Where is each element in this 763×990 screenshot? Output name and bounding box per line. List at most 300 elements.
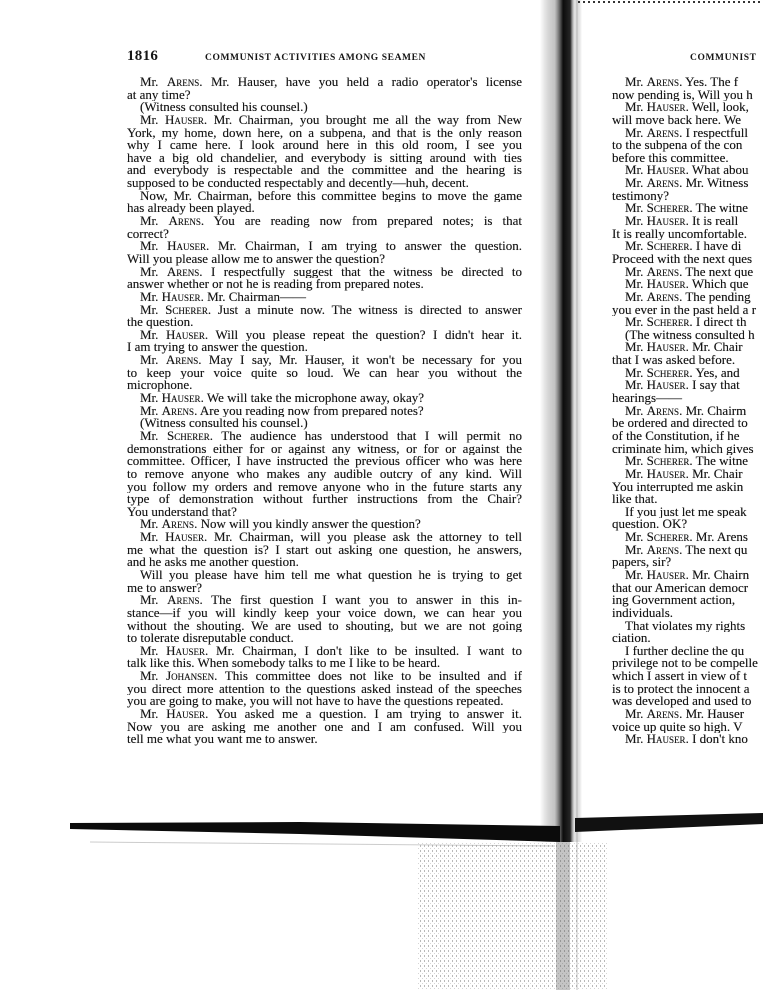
paragraph [612,266,763,279]
line-text: Mr. Chairman, I don't like to be insulted. I want to [216,644,522,658]
line-text: is to protect the innocent a [612,682,750,696]
speaker-name: Arens. [161,518,198,532]
page-bottom-edge-shadow [70,822,560,842]
speaker-title: Mr. [140,531,159,544]
line-text: Mr. Witness [685,177,749,190]
speaker-name: Hauser. [165,531,208,544]
line-text: Mr. Chairm [685,404,747,418]
line-text: The next que [685,265,754,279]
paragraph [612,240,763,265]
speaker-name: Arens. [646,76,683,89]
text-line [612,304,763,317]
speaker-title: Mr. [625,164,644,178]
text-line [612,443,763,456]
line-text: We will take the microphone away, okay? [206,392,425,405]
speaker-name: Hauser. [161,392,204,405]
text-line [127,443,522,456]
speaker-title: Mr. [625,202,644,216]
text-line [127,114,522,127]
text-line [127,417,522,430]
paragraph [127,708,522,746]
speaker-name: Arens. [161,404,198,418]
paragraph [127,405,522,418]
line-text: will move back here. We [612,113,742,127]
text-line [127,101,522,114]
paragraph [127,304,522,329]
speaker-title: Mr. [140,404,159,418]
speaker-name: Hauser. [646,379,689,393]
speaker-title: Mr. [140,594,159,607]
text-line [127,278,522,291]
text-line [127,683,522,696]
line-text: Mr. Chairman, you brought me all the way from New [213,113,522,127]
text-line [612,506,763,519]
text-line [612,468,763,481]
speaker-name: Arens. [167,594,203,607]
text-line [127,164,522,177]
text-line [612,430,763,443]
speaker-title: Mr. [140,708,159,721]
text-line [127,594,522,607]
speaker-title: Mr. [625,531,644,544]
speaker-name: Arens. [646,404,683,418]
text-line [127,670,522,683]
text-line [127,202,522,215]
paragraph [127,670,522,708]
paragraph [127,291,522,304]
line-text: have a big old chandelier, and everybody is sitting around with ties [127,151,522,165]
text-line [127,645,522,658]
line-text: and everybody is respectable and the committee and the hearing is [127,164,522,178]
page-number: 1816 [127,48,159,64]
paragraph [612,202,763,215]
speaker-name: Hauser. [166,644,209,658]
line-text: The next qu [685,543,748,557]
line-text: correct? [127,227,169,241]
text-line [127,607,522,620]
speaker-name: Arens. [646,265,683,279]
paragraph [127,354,522,392]
line-text: testimony? [612,189,670,203]
text-line [127,468,522,481]
speaker-title: Mr. [140,429,159,443]
speaker-title: Mr. [140,290,159,304]
paragraph [612,215,763,240]
line-text: Mr. Chairn [692,568,750,582]
line-text: why I came here. I look around here in this old room, I see you [127,139,522,152]
paragraph [612,76,763,101]
line-text: Mr. Chair [692,341,743,355]
line-text: now pending is, Will you h [612,88,753,102]
text-line [612,164,763,177]
line-text: I am trying to answer the question. [127,341,308,355]
speaker-title: Mr. [625,101,644,114]
line-text: has already been played. [127,202,255,216]
speaker-title: Mr. [625,467,644,481]
paragraph [612,569,763,620]
text-line [127,367,522,380]
speaker-title: Mr. [140,644,159,658]
paragraph [612,620,763,645]
speaker-title: Mr. [625,379,644,393]
line-text: demonstrations either for or against any witness, or for or against the [127,442,522,456]
speaker-title: Mr. [625,278,644,291]
text-line [612,493,763,506]
speaker-name: Hauser. [161,290,204,304]
speaker-name: Arens. [646,708,683,721]
text-line [612,405,763,418]
speaker-title: Mr. [625,76,644,89]
text-line [612,531,763,544]
speaker-title: Mr. [140,113,159,127]
text-line [612,657,763,670]
line-text: The witne [695,202,749,216]
text-line [612,253,763,266]
line-text: I have di [695,240,742,253]
text-line [612,190,763,203]
line-text: Mr. Chairman, will you please ask the attorney to tell [214,531,522,544]
text-line [127,556,522,569]
binding-gutter-shadow [540,0,582,842]
speaker-title: Mr. [625,366,644,380]
text-line [612,392,763,405]
text-line [127,240,522,253]
text-line [612,607,763,620]
line-text: I don't kno [692,733,748,746]
speaker-title: Mr. [140,303,159,317]
paragraph [127,266,522,291]
text-line [127,392,522,405]
text-line [612,139,763,152]
text-line [612,354,763,367]
speaker-title: Mr. [625,240,644,253]
paragraph [612,316,763,329]
speaker-name: Arens. [646,126,683,140]
line-text: You interrupted me askin [612,480,744,494]
speaker-name: Scherer. [165,303,212,317]
bottom-edge-faint-line [90,842,555,846]
paragraph [612,164,763,177]
paragraph [127,114,522,190]
text-line [612,215,763,228]
text-line [612,202,763,215]
text-line [612,329,763,342]
speaker-title: Mr. [140,670,159,683]
line-text: Proceed with the next ques [612,252,753,266]
running-head-right-page: COMMUNIST [690,53,757,63]
text-line [127,721,522,734]
text-line [127,215,522,228]
line-text: microphone. [127,379,193,393]
text-line [612,582,763,595]
speaker-name: Arens. [168,215,205,228]
text-line [127,657,522,670]
line-text: Will you please repeat the question? I didn't hear it. [215,328,522,342]
line-text: May I say, Mr. Hauser, it won't be necessary for you [208,354,522,367]
text-line [127,405,522,418]
line-text: talk like this. When somebody talks to me I like to be heard. [127,657,441,671]
paragraph [127,430,522,518]
speaker-name: Arens. [646,543,683,557]
line-text: Will you please allow me to answer the question? [127,252,385,266]
right-page-bottom-edge-shadow [575,813,763,832]
speaker-title: Mr. [140,392,159,405]
paragraph [127,329,522,354]
speaker-name: Scherer. [166,429,213,443]
line-text: to the subpena of the con [612,139,743,152]
paragraph [612,455,763,468]
line-text: was developed and used to [612,695,752,709]
text-line [127,379,522,392]
line-text: ciation. [612,632,651,645]
paragraph [612,101,763,126]
text-line [127,481,522,494]
text-line [127,152,522,165]
speaker-title: Mr. [625,341,644,355]
line-text: the question. [127,316,194,329]
line-text: at any time? [127,88,191,102]
line-text: Mr. Chairman—— [207,290,307,304]
line-text: York, my home, down here, on a subpena, and that is the only reason [127,126,522,140]
line-text: What abou [691,164,749,178]
line-text: Mr. Chairman, I am trying to answer the question. [218,240,522,253]
text-line [127,430,522,443]
speaker-title: Mr. [140,265,159,279]
text-line [612,620,763,633]
line-text: The first question I want you to answer in this in- [211,594,522,607]
text-line [127,518,522,531]
line-text: Mr. Chair [692,467,743,481]
text-line [127,228,522,241]
text-line [612,455,763,468]
line-text: you ever in the past held a r [612,303,757,317]
speaker-title: Mr. [625,733,644,746]
speaker-name: Scherer. [646,240,693,253]
left-page-text-column [127,76,522,746]
line-text: You are reading now from prepared notes; is that [213,215,522,228]
line-text: criminate him, which gives [612,442,754,456]
speaker-name: Hauser. [646,278,689,291]
speaker-title: Mr. [140,328,159,342]
line-text: like that. [612,493,658,506]
line-text: Now will you kindly answer the question? [200,518,421,532]
paragraph [612,379,763,404]
paragraph [612,291,763,316]
paragraph [127,417,522,430]
line-text: type of demonstration without further instructions from the Chair? [127,493,522,506]
speaker-name: Hauser. [646,467,689,481]
line-text: The audience has understood that I will permit no [221,429,522,443]
line-text: me what the question is? I start out asking one question, he answers, [127,543,522,557]
speaker-title: Mr. [140,76,159,89]
text-line [127,569,522,582]
speaker-title: Mr. [625,177,644,190]
line-text: that our American democr [612,581,749,595]
paragraph [612,341,763,366]
line-text: papers, sir? [612,556,672,569]
text-line [127,506,522,519]
text-line [127,354,522,367]
speaker-name: Hauser. [646,733,689,746]
speaker-name: Hauser. [646,215,689,228]
line-text: I further decline the qu [625,644,745,658]
text-line [127,190,522,203]
paragraph [127,76,522,101]
text-line [612,632,763,645]
speaker-name: Hauser. [166,328,209,342]
speaker-name: Hauser. [646,568,689,582]
text-line [612,76,763,89]
line-text: Now you are asking me another one and I am confused. Will you [127,720,522,734]
text-line [127,632,522,645]
text-line [612,708,763,721]
paragraph [612,544,763,569]
speaker-name: Scherer. [646,316,693,329]
line-text: Mr. Arens [695,531,748,544]
text-line [612,645,763,658]
speaker-name: Johansen. [166,670,218,683]
text-line [127,708,522,721]
line-text: which I assert in view of t [612,670,748,683]
text-line [612,240,763,253]
line-text: voice up quite so high. V [612,720,743,734]
speaker-name: Scherer. [646,455,693,468]
line-text: supposed to be conducted respectably and decently—huh, decent. [127,177,469,190]
text-line [612,89,763,102]
text-line [612,721,763,734]
text-line [612,733,763,746]
text-line [612,152,763,165]
speaker-name: Scherer. [646,366,693,380]
line-text: I direct th [695,316,747,329]
paragraph [127,569,522,594]
text-line [127,177,522,190]
paragraph [612,127,763,165]
paragraph [612,468,763,506]
line-text: before this committee. [612,151,729,165]
text-line [127,89,522,102]
speaker-name: Arens. [165,354,202,367]
speaker-name: Arens. [166,76,203,89]
paragraph [612,367,763,380]
line-text: You understand that? [127,505,237,519]
text-line [127,695,522,708]
text-line [612,670,763,683]
paragraph [612,733,763,746]
line-text: that I was asked before. [612,354,736,367]
text-line [127,304,522,317]
text-line [612,114,763,127]
line-text: Yes. The f [685,76,739,89]
text-line [612,101,763,114]
line-text: Now, Mr. Chairman, before this committee begins to move the game [140,189,522,203]
speaker-name: Hauser. [646,164,689,178]
paragraph [612,506,763,531]
text-line [612,481,763,494]
speaker-name: Hauser. [646,101,689,114]
line-text: I respectfull [685,126,749,140]
line-text: I say that [692,379,740,393]
line-text: be ordered and directed to [612,417,748,430]
speaker-title: Mr. [625,316,644,329]
line-text: (Witness consulted his counsel.) [140,101,308,114]
line-text: answer whether or not he is reading from prepared notes. [127,278,424,291]
line-text: stance—if you will kindly keep your voice down, we can hear you [127,606,522,620]
text-line [127,620,522,633]
paragraph [612,329,763,342]
speaker-title: Mr. [625,543,644,557]
gutter-lower-shadow [556,842,570,990]
paragraph [127,392,522,405]
speaker-name: Hauser. [646,341,689,355]
line-text: That violates my rights [625,619,746,633]
line-text: question. OK? [612,518,688,532]
line-text: me to answer? [127,581,203,595]
text-line [612,316,763,329]
line-text: (The witness consulted h [625,328,755,342]
line-text: It is really uncomfortable. [612,227,748,241]
text-line [127,341,522,354]
running-head: COMMUNIST ACTIVITIES AMONG SEAMEN [205,53,427,63]
text-line [127,493,522,506]
paragraph [612,405,763,456]
paragraph [127,645,522,670]
text-line [127,291,522,304]
paragraph [612,531,763,544]
speaker-title: Mr. [140,518,159,532]
text-line [127,139,522,152]
speaker-title: Mr. [625,126,644,140]
paragraph [127,101,522,114]
line-text: individuals. [612,606,674,620]
paragraph [127,215,522,240]
line-text: and he asks me another question. [127,556,299,569]
text-line [127,455,522,468]
text-line [127,531,522,544]
line-text: Mr. Hauser, have you held a radio operator's license [210,76,522,89]
text-line [612,594,763,607]
text-line [612,544,763,557]
line-text: of the Constitution, if he [612,429,740,443]
line-text: This committee does not like to be insulted and if [224,670,522,683]
speaker-name: Arens. [646,290,683,304]
text-line [612,518,763,531]
line-text: you follow my orders and remove anyone who in the future starts any [127,480,522,494]
line-text: Are you reading now from prepared notes? [199,404,424,418]
line-text: you direct more attention to the questions asked instead of the speeches [127,682,522,696]
speaker-name: Hauser. [167,240,210,253]
text-line [612,379,763,392]
speaker-title: Mr. [140,240,159,253]
text-line [612,278,763,291]
line-text: to keep your voice quite so loud. We can hear you without the [127,366,522,380]
paragraph [127,240,522,265]
paragraph [612,708,763,733]
text-line [127,253,522,266]
line-text: Mr. Hauser [685,708,745,721]
line-text: Which que [691,278,749,291]
line-text: ing Government action, [612,594,736,607]
speaker-title: Mr. [625,290,644,304]
text-line [612,266,763,279]
speaker-title: Mr. [625,215,644,228]
text-line [127,316,522,329]
paragraph [127,190,522,215]
text-line [612,127,763,140]
text-line [127,76,522,89]
paragraph [612,645,763,708]
paragraph [127,518,522,531]
